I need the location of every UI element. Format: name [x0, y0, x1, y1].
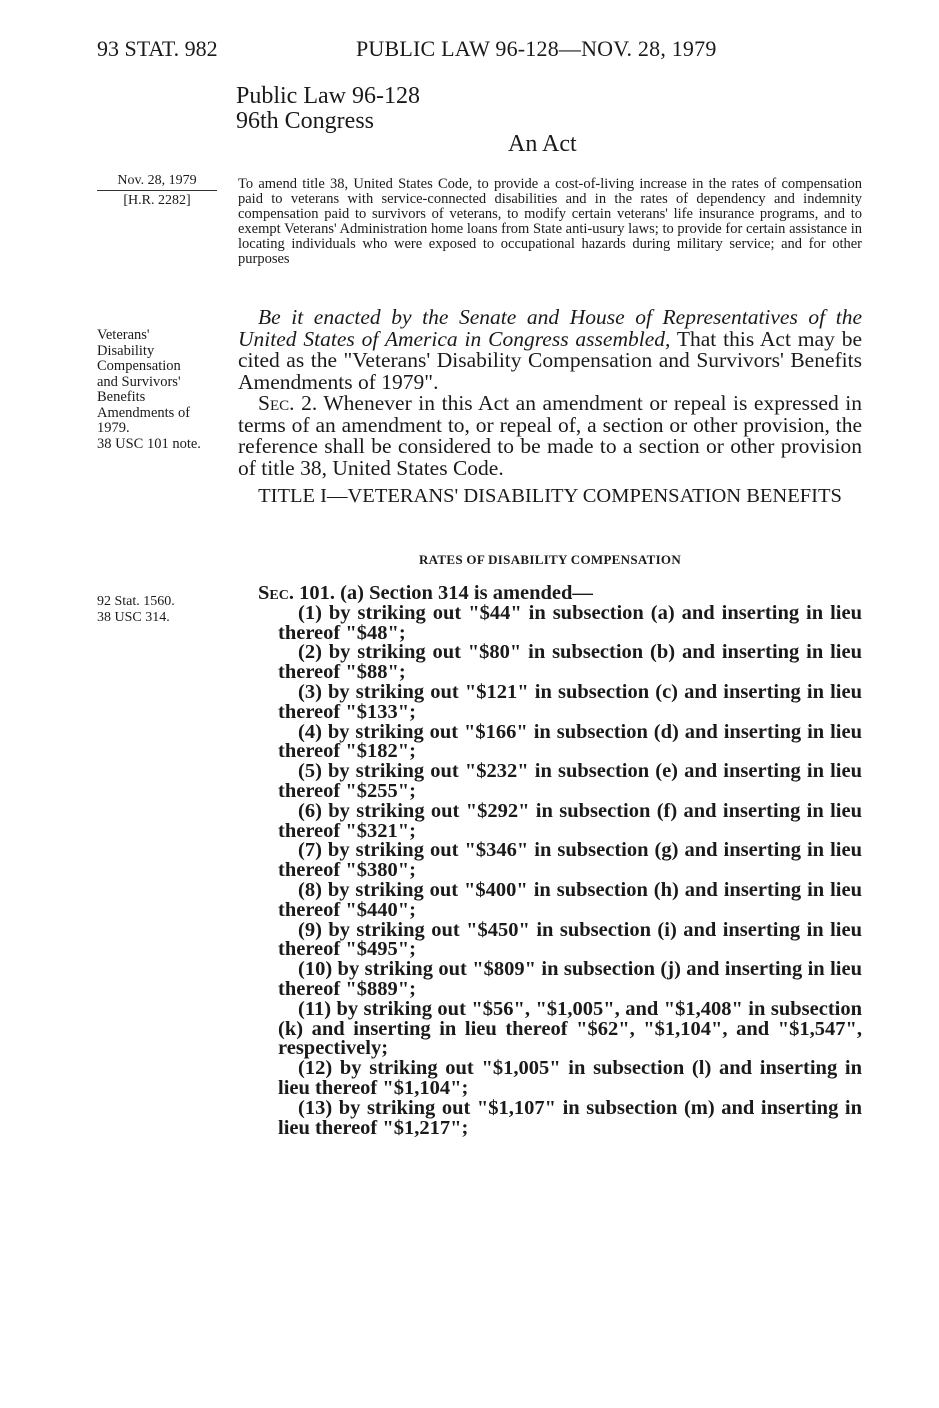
margin-line: Veterans'	[97, 327, 150, 343]
amendment-item: (2) by striking out "$80" in subsection (b) and inserting in lieu thereof "$88";	[278, 641, 862, 684]
section-101-lead	[238, 584, 862, 604]
margin-line: 1979.	[97, 420, 130, 436]
enactment-date: Nov. 28, 1979	[117, 173, 197, 188]
amendment-item: (12) by striking out "$1,005" in subsection (l) and inserting in lieu thereof "$1,104";	[278, 1057, 862, 1099]
statute-margin-note	[97, 594, 227, 626]
divider	[97, 190, 217, 191]
amendment-item: (13) by striking out "$1,107" in subsection (m) and inserting in lieu thereof "$1,217";	[278, 1096, 862, 1139]
law-number: Public Law 96-128	[236, 83, 420, 109]
running-title: PUBLIC LAW 96-128—NOV. 28, 1979	[356, 36, 717, 61]
enacting-clause-italic: Be it enacted by the Senate and House of Representatives of the United States of America in Congress assembled,	[238, 305, 862, 351]
act-label: An Act	[508, 131, 577, 157]
amendment-item: (4) by striking out "$166" in subsection (d) and inserting in lieu thereof "$182";	[278, 720, 862, 763]
law-title-block	[236, 84, 420, 134]
section-101	[238, 584, 862, 1138]
enacting-clause-text: That this Act may be cited as the "Veterans' Disability Compensation and Survivors' Benefits Amendments of 1979".	[238, 326, 862, 394]
margin-line: 92 Stat. 1560.	[97, 594, 175, 609]
purpose-paragraph: To amend title 38, United States Code, to provide a cost-of-living increase in the rates of compensation paid to veterans with service-connected disabilities and in the rates of dependency and indemnity compensation paid to survivors of veterans, to modify certain veterans' life insurance programs, and to exempt Veterans' Administration home loans from State anti-usury laws; to provide for certain assistance in locating individuals who were exposed to occupational hazards during military service; and for other purposes	[238, 176, 862, 267]
short-title-margin-note	[97, 328, 227, 452]
amendment-item: (11) by striking out "$56", "$1,005", and "$1,408" in subsection (k) and inserting in lieu thereof "$62", "$1,104", and "$1,547", respectively;	[278, 997, 862, 1060]
title-heading: TITLE I—VETERANS' DISABILITY COMPENSATION BENEFITS	[258, 485, 842, 507]
amendment-item: (8) by striking out "$400" in subsection (h) and inserting in lieu thereof "$440";	[278, 878, 862, 921]
margin-line: and Survivors'	[97, 373, 181, 390]
congress-label: 96th Congress	[236, 108, 374, 134]
amendment-item: (9) by striking out "$450" in subsection (i) and inserting in lieu thereof "$495";	[278, 918, 862, 961]
margin-line: Benefits	[97, 389, 146, 405]
section-101-label: Sec. 101.	[258, 582, 335, 604]
margin-line: 38 USC 314.	[97, 610, 170, 625]
amendment-item: (5) by striking out "$232" in subsection (e) and inserting in lieu thereof "$255";	[278, 760, 862, 802]
section-2-label: Sec. 2.	[258, 391, 318, 415]
subheading: RATES OF DISABILITY COMPENSATION	[418, 552, 682, 567]
bill-number: [H.R. 2282]	[123, 193, 191, 208]
date-margin-note	[97, 172, 217, 209]
margin-line: Amendments of	[97, 404, 191, 421]
section-101-lead-text: (a) Section 314 is amended—	[334, 582, 593, 604]
amendment-item: (10) by striking out "$809" in subsection (j) and inserting in lieu thereof "$889";	[278, 958, 862, 1000]
enacting-clause	[238, 307, 862, 393]
amendment-item: (6) by striking out "$292" in subsection (f) and inserting in lieu thereof "$321";	[278, 799, 862, 842]
amendment-item: (7) by striking out "$346" in subsection (g) and inserting in lieu thereof "$380";	[278, 839, 862, 882]
amendment-item: (3) by striking out "$121" in subsection (c) and inserting in lieu thereof "$133";	[278, 680, 862, 723]
enacting-section	[238, 307, 862, 479]
margin-line: Compensation	[97, 358, 181, 374]
margin-line: Disability	[97, 342, 155, 359]
section-2	[238, 393, 862, 479]
section-2-text: Whenever in this Act an amendment or repeal is expressed in terms of an amendment to, or repeal of, a section or other provision, the reference shall be considered to be made to a section or other provision of title 38, United States Code.	[238, 391, 862, 480]
margin-line: 38 USC 101 note.	[97, 435, 201, 452]
page-reference: 93 STAT. 982	[97, 36, 218, 61]
amendment-item: (1) by striking out "$44" in subsection (a) and inserting in lieu thereof "$48";	[278, 601, 862, 644]
